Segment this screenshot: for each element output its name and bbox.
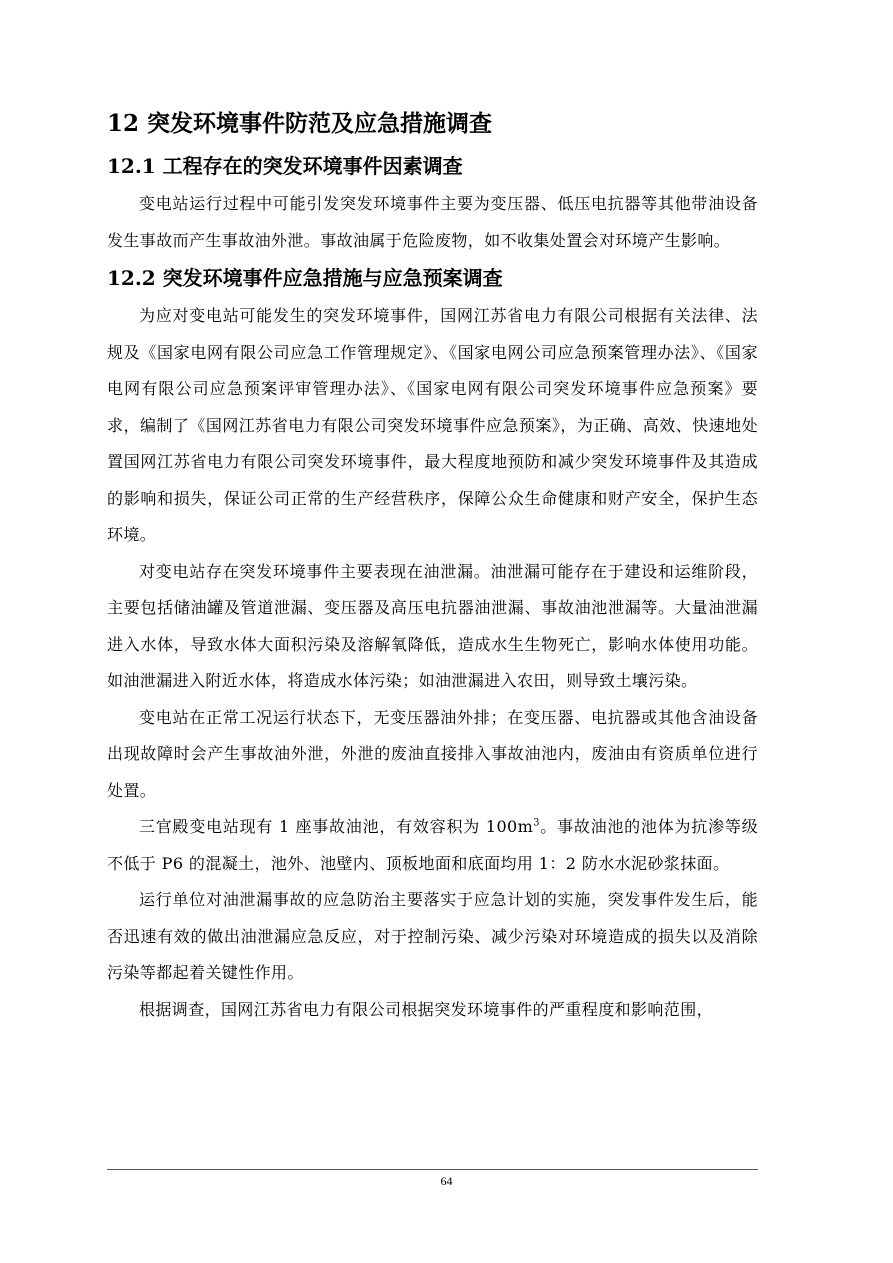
paragraph: 对变电站存在突发环境事件主要表现在油泄漏。油泄漏可能存在于建设和运维阶段，主要包括储油罐及管道泄漏、变压器及高压电抗器油泄漏、事故油池泄漏等。大量油泄漏进入水体，导致水体大面积污染及溶解氧降低，造成水生生物死亡，影响水体使用功能。如油泄漏进入附近水体，将造成水体污染；如油泄漏进入农田，则导致土壤污染。	[107, 561, 758, 690]
chapter-title: 12 突发环境事件防范及应急措施调查	[107, 110, 493, 137]
capacity-text-before: 三官殿变电站现有 1 座事故油池，有效容积为 100m	[139, 817, 534, 836]
paragraph: 为应对变电站可能发生的突发环境事件，国网江苏省电力有限公司根据有关法律、法规及《国家电网有限公司应急工作管理规定》、《国家电网公司应急预案管理办法》、《国家电网有限公司应急预案评审管理办法》、《国家电网有限公司突发环境事件应急预案》要求，编制了《国网江苏省电力有限公司突发环境事件应急预案》，为正确、高效、快速地处置国网江苏省电力有限公司突发环境事件，最大程度地预防和减少突发环境事件及其造成的影响和损失，保证公司正常的生产经营秩序，保障公众生命健康和财产安全，保护生态环境。	[107, 306, 758, 544]
paragraph-oil-pool-capacity	[107, 809, 758, 882]
paragraph: 变电站运行过程中可能引发突发环境事件主要为变压器、低压电抗器等其他带油设备发生事故而产生事故油外泄。事故油属于危险废物，如不收集处置会对环境产生影响。	[107, 194, 758, 250]
footer-divider	[107, 1169, 758, 1170]
page-number: 64	[440, 1174, 453, 1188]
capacity-text-after: 。事故油池的池体为抗渗等级不低于 P6 的混凝土，池外、池壁内、顶板地面和底面均用 1：2 防水水泥砂浆抹面。	[107, 817, 758, 873]
paragraph: 变电站在正常工况运行状态下，无变压器油外排；在变压器、电抗器或其他含油设备出现故障时会产生事故油外泄，外泄的废油直接排入事故油池内，废油由有资质单位进行处置。	[107, 707, 758, 800]
capacity-superscript: 3	[533, 817, 540, 829]
section-title-12-1: 12.1 工程存在的突发环境事件因素调查	[107, 154, 463, 178]
page-content	[107, 104, 758, 1028]
paragraph: 运行单位对油泄漏事故的应急防治主要落实于应急计划的实施，突发事件发生后，能否迅速有效的做出油泄漏应急反应，对于控制污染、减少污染对环境造成的损失以及消除污染等都起着关键性作用。	[107, 890, 758, 982]
paragraph: 根据调查，国网江苏省电力有限公司根据突发环境事件的严重程度和影响范围，	[139, 999, 714, 1019]
section-title-12-2: 12.2 突发环境事件应急措施与应急预案调查	[107, 266, 503, 290]
